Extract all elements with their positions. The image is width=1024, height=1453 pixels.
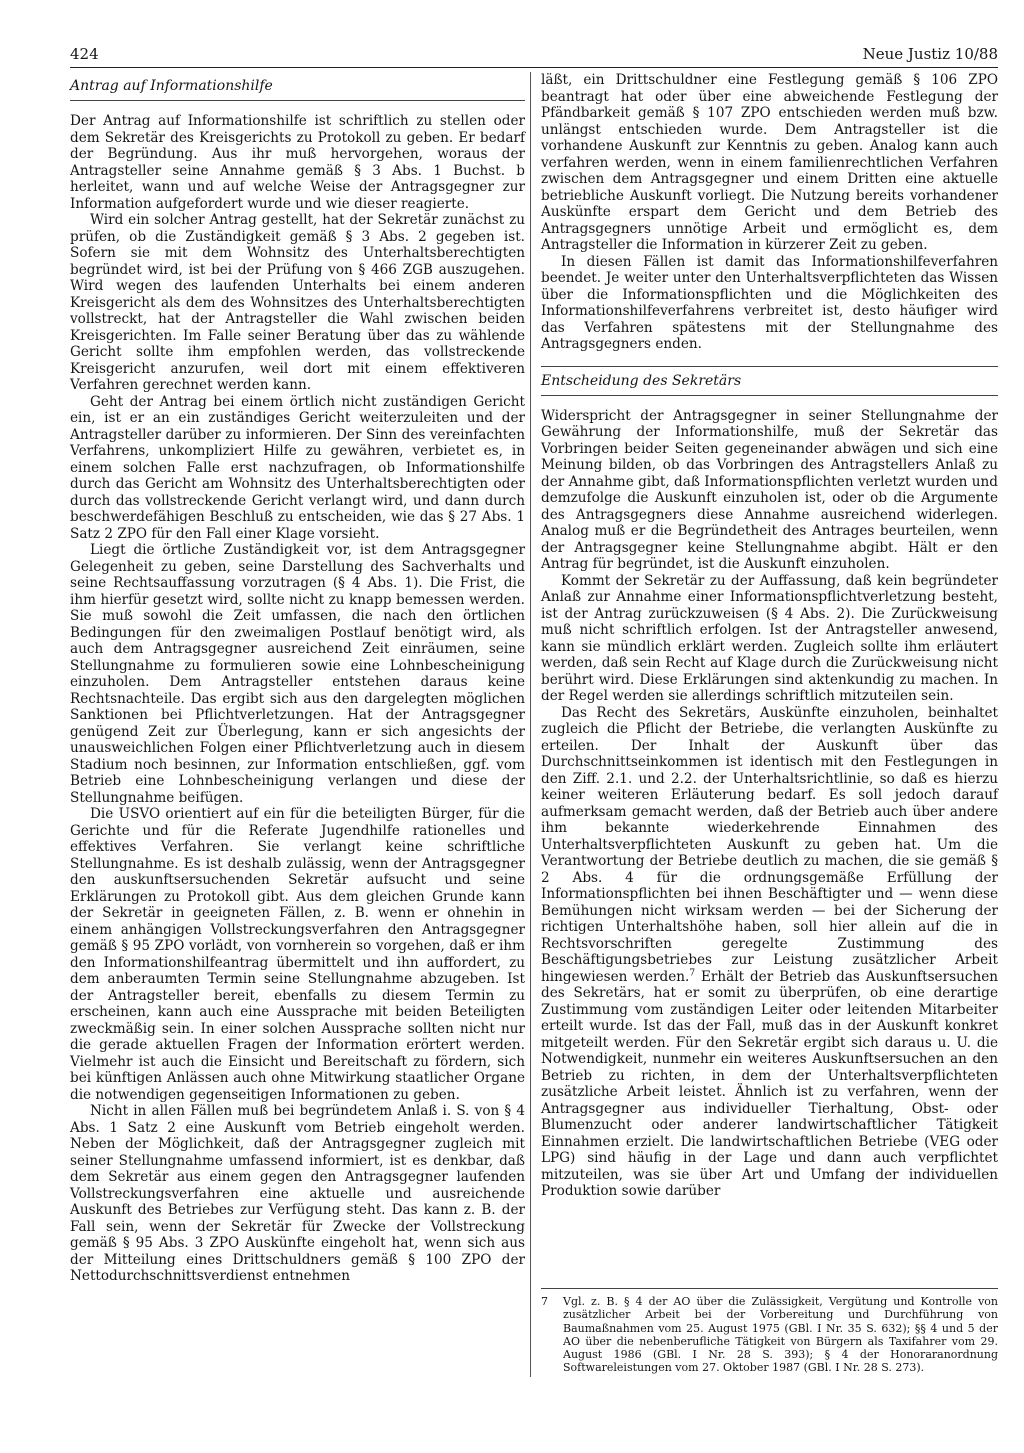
paragraph: In diesen Fällen ist damit das Informationshilfeverfahren beendet. Je weiter unter den Unterhaltsverpflichteten das Wissen über die Informationspflichten und die Möglichkeiten des Informationshilfeverfahrens verbreitet ist, desto häufiger wird das Verfahren spätestens mit der Stellungnahme des Antragsgegners enden. (541, 253, 998, 352)
paragraph: Widerspricht der Antragsgegner in seiner Stellungnahme der Gewährung der Informationshilfe, muß der Sekretär das Vorbringen beider Seiten gegeneinander abwägen und sich eine Meinung bilden, ob das Vorbringen des Antragstellers Anlaß zu der Annahme gibt, daß Informationspflichten verletzt wurden und demzufolge die Auskunft einzuholen ist, oder ob die Argumente des Antragsgegners diese Annahme ausreichend widerlegen. Analog muß er die Begründetheit des Antrages beurteilen, wenn der Antragsgegner keine Stellungnahme abgibt. Hält er den Antrag für begründet, ist die Auskunft einzuholen. (541, 407, 998, 572)
paragraph: Die USVO orientiert auf ein für die beteiligten Bürger, für die Gerichte und für die Referate Jugendhilfe rationelles und effektives Verfahren. Sie verlangt keine schriftliche Stellungnahme. Es ist deshalb zulässig, wenn der Antragsgegner den auskunftsersuchenden Sekretär aufsucht und seine Erklärungen zu Protokoll gibt. Aus dem gleichen Grunde kann der Sekretär in geeigneten Fällen, z. B. wenn er ohnehin in einem anhängigen Vollstreckungsverfahren den Antragsgegner gemäß § 95 ZPO vorlädt, von vornherein so vorgehen, daß er ihm den Informationshilfeantrag übermittelt und ihn auffordert, zu dem anberaumten Termin seine Stellungnahme abzugeben. Ist der Antragsteller bereit, ebenfalls zu diesem Termin zu erscheinen, kann auch eine Aussprache mit beiden Beteiligten zweckmäßig sein. In einer solchen Aussprache sollten nicht nur die gerade aktuellen Fragen der Information erörtert werden. Vielmehr ist auch die Einsicht und Bereitschaft zu fördern, sich bei künftigen Anlässen auch ohne Mitwirkung staatlicher Organe die notwendigen gegenseitigen Informationen zu geben. (70, 806, 525, 1103)
paragraph: Nicht in allen Fällen muß bei begründetem Anlaß i. S. von § 4 Abs. 1 Satz 2 eine Auskunft vom Betrieb eingeholt werden. Neben der Möglichkeit, daß der Antragsgegner zugleich mit seiner Stellungnahme umfassend informiert, ist es denkbar, daß dem Sekretär aus einem gegen den Antragsgegner laufenden Vollstreckungsverfahren eine aktuelle und ausreichende Auskunft des Betriebes zur Verfügung steht. Das kann z. B. der Fall sein, wenn der Sekretär für Zwecke der Vollstreckung gemäß § 95 Abs. 3 ZPO Auskünfte eingeholt hat, wenn sich aus der Mitteilung eines Drittschuldners gemäß § 100 ZPO der Nettodurchschnittsverdienst entnehmen (70, 1103, 525, 1284)
paragraph: Wird ein solcher Antrag gestellt, hat der Sekretär zunächst zu prüfen, ob die Zuständigkeit gemäß § 3 Abs. 2 gegeben ist. Sofern sie mit dem Wohnsitz des Unterhaltsberechtigten begründet wird, ist bei der Prüfung von § 466 ZGB auszugehen. Wird wegen des laufenden Unterhalts bei einem anderen Kreisgericht als dem des Wohnsitzes des Unterhaltsberechtigten vollstreckt, hat der Antragsteller die Wahl zwischen beiden Kreisgerichten. Im Falle seiner Beratung über das zu wählende Gericht sollte ihm empfohlen werden, das vollstreckende Kreisgericht anzurufen, weil dort mit einem effektiveren Verfahren gerechnet werden kann. (70, 212, 525, 393)
section-heading-entscheidung: Entscheidung des Sekretärs (541, 366, 998, 396)
paragraph (541, 705, 998, 1200)
page-number: 424 (70, 45, 99, 63)
paragraph: Der Antrag auf Informationshilfe ist schriftlich zu stellen oder dem Sekretär des Kreisgerichts zu Protokoll zu geben. Er bedarf der Begründung. Aus ihr muß hervorgehen, woraus der Antragsteller seine Annahme gemäß § 3 Abs. 1 Buchst. b herleitet, wann und auf welche Weise der Antragsgegner zur Information aufgefordert wurde und wie dieser reagierte. (70, 113, 525, 212)
right-column (541, 72, 998, 1200)
page-header (70, 37, 998, 68)
section-heading-antrag: Antrag auf Informationshilfe (70, 72, 525, 101)
paragraph: Liegt die örtliche Zuständigkeit vor, ist dem Antragsgegner Gelegenheit zu geben, seine Darstellung des Sachverhalts und seine Rechtsauffassung vorzutragen (§ 4 Abs. 1). Die Frist, die ihm hierfür gesetzt wird, sollte nicht zu knapp bemessen werden. Sie muß sowohl die Zeit umfassen, die nach den örtlichen Bedingungen für den zweimaligen Postlauf benötigt wird, als auch dem Antragsgegner ausreichend Zeit einräumen, seine Stellungnahme zu formulieren sowie eine Lohnbescheinigung einzuholen. Dem Antragsteller entstehen daraus keine Rechtsnachteile. Das ergibt sich aus den dargelegten möglichen Sanktionen bei Pflichtverletzungen. Hat der Antragsgegner genügend Zeit zur Überlegung, kann er sich angesichts der unausweichlichen Folgen einer Pflichtverletzung auch in diesem Stadium noch besinnen, zur Information entschließen, ggf. vom Betrieb eine Lohnbescheinigung verlangen und diese der Stellungnahme beifügen. (70, 542, 525, 806)
paragraph: läßt, ein Drittschuldner eine Festlegung gemäß § 106 ZPO beantragt hat oder über eine abweichende Festlegung der Pfändbarkeit gemäß § 107 ZPO entschieden werden muß bzw. unlängst entschieden wurde. Dem Antragsteller ist die vorhandene Auskunft zur Kenntnis zu geben. Analog kann auch verfahren werden, wenn in einem familienrechtlichen Verfahren zwischen dem Antragsgegner und einem Dritten eine aktuelle betriebliche Auskunft vorliegt. Die Nutzung bereits vorhandener Auskünfte erspart dem Gericht und dem Betrieb des Antragsgegners unnötige Arbeit und ermöglicht es, dem Antragsteller die Information in kürzerer Zeit zu geben. (541, 72, 998, 253)
footnote-number: 7 (541, 1295, 548, 1308)
footnote-reference: 7 (689, 967, 696, 978)
paragraph: Geht der Antrag bei einem örtlich nicht zuständigen Gericht ein, ist er an ein zuständiges Gericht weiterzuleiten und der Antragsteller darüber zu informieren. Der Sinn des vereinfachten Verfahrens, unkompliziert Hilfe zu gewähren, verbietet es, in einem solchen Falle erst nachzufragen, ob Informationshilfe durch das Gericht am Wohnsitz des Unterhaltsberechtigten oder durch das vollstreckende Gericht verlangt wird, und dann durch beschwerdefähigen Beschluß zu entscheiden, wie das § 27 Abs. 1 Satz 2 ZPO für den Fall einer Klage vorsieht. (70, 393, 525, 542)
paragraph-text: Erhält der Betrieb das Auskunftsersuchen des Sekretärs, hat er somit zu überprüfen, ob eine derartige Zustimmung vom zuständigen Leiter oder leitenden Mitarbeiter erteilt wurde. Ist das der Fall, muß das in der Auskunft konkret mitgeteilt werden. Für den Sekretär ergibt sich daraus u. U. die Notwendigkeit, nunmehr ein weiteres Auskunftsersuchen an den Betrieb zu richten, in dem der Unterhaltsverpflichteten zusätzliche Arbeit leistet. Ähnlich ist zu verfahren, wenn der Antragsgegner aus individueller Tierhaltung, Obst- oder Blumenzucht oder anderer landwirtschaftlicher Tätigkeit Einnahmen erzielt. Die landwirtschaftlichen Betriebe (VEG oder LPG) sind häufig in der Lage und dann auch verpflichtet mitzuteilen, was sie über Art und Umfang der individuellen Produktion sowie darüber (541, 968, 999, 1199)
column-divider (530, 72, 531, 1377)
footnote-text: Vgl. z. B. § 4 der AO über die Zulässigkeit, Vergütung und Kontrolle von zusätzlicher Arbeit bei der Vorbereitung und Durchführung von Baumaßnahmen vom 25. August 1975 (GBl. I Nr. 35 S. 632); §§ 4 und 5 der AO über die nebenberufliche Tätigkeit von Bürgern als Taxifahrer vom 29. August 1986 (GBl. I Nr. 28 S. 393); § 4 der Honoraranordnung Softwareleistungen vom 27. Oktober 1987 (GBl. I Nr. 28 S. 273). (563, 1295, 998, 1375)
left-column (70, 72, 525, 1285)
paragraph-text: Das Recht des Sekretärs, Auskünfte einzuholen, beinhaltet zugleich die Pflicht der Betriebe, die verlangten Auskünfte zu erteilen. Der Inhalt der Auskunft über das Durchschnittseinkommen ist identisch mit den Festlegungen in den Ziff. 2.1. und 2.2. der Unterhaltsrichtlinie, so daß es hierzu keiner weiteren Erläuterung bedarf. Es soll jedoch darauf aufmerksam gemacht werden, daß der Betrieb auch über andere ihm bekannte wiederkehrende Einnahmen des Unterhaltsverpflichteten Auskunft zu geben hat. Um die Verantwortung der Betriebe deutlich zu machen, die sie gemäß § 2 Abs. 4 für die ordnungsgemäße Erfüllung der Informationspflichten bei ihnen Beschäftigter und — wenn diese Bemühungen nicht wirksam werden — bei der Sicherung der richtigen Unterhaltshöhe haben, soll hier allein auf die in Rechtsvorschriften geregelte Zustimmung des Beschäftigungsbetriebes zur Leistung zusätzlicher Arbeit hingewiesen werden. (541, 704, 998, 985)
footnote (541, 1288, 998, 1375)
journal-title: Neue Justiz 10/88 (862, 45, 998, 63)
paragraph: Kommt der Sekretär zu der Auffassung, daß kein begründeter Anlaß zur Annahme einer Informationspflichtverletzung besteht, ist der Antrag zurückzuweisen (§ 4 Abs. 2). Die Zurückweisung muß nicht schriftlich erfolgen. Ist der Antragsteller anwesend, kann sie mündlich erklärt werden. Zugleich sollte ihm erläutert werden, daß sein Recht auf Klage durch die Zurückweisung nicht berührt wird. Diese Erklärungen sind aktenkundig zu machen. In der Regel werden sie allerdings schriftlich mitzuteilen sein. (541, 572, 998, 704)
